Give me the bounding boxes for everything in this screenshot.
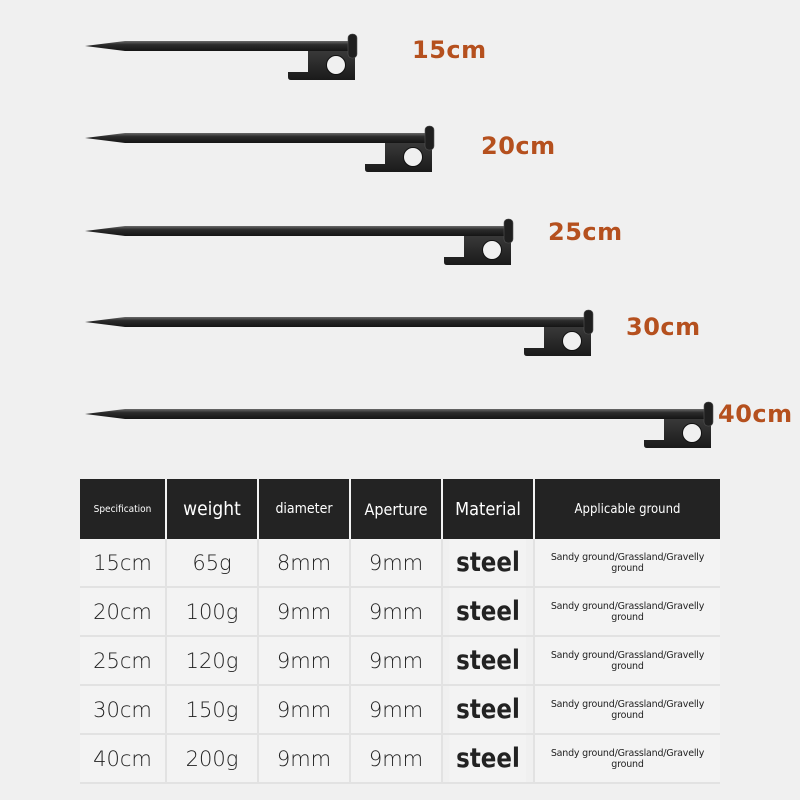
cell-aperture: 9mm	[350, 587, 442, 636]
stake-length-label-30: 30cm	[626, 313, 701, 341]
cell-weight: 120g	[166, 636, 258, 685]
stake-head	[348, 34, 357, 58]
table-header-row	[80, 479, 720, 539]
tent-stake-40cm	[85, 402, 713, 448]
stake-head	[584, 310, 593, 334]
stake-head	[704, 402, 713, 426]
header-specification: Specification	[80, 479, 166, 539]
table-row	[80, 636, 720, 685]
stake-shaft	[85, 317, 586, 327]
specification-table	[80, 479, 720, 784]
cell-diameter: 9mm	[258, 636, 350, 685]
cell-aperture: 9mm	[350, 734, 442, 783]
cell-applicable-ground: Sandy ground/Grassland/Gravelly ground	[534, 734, 720, 783]
header-material: Material	[442, 479, 534, 539]
cell-material: steel	[449, 587, 527, 636]
stake-hook-hole	[563, 332, 582, 351]
cell-material: steel	[449, 734, 527, 783]
stake-shaft	[85, 41, 350, 51]
stake-shaft	[85, 226, 506, 236]
header-applicable-ground: Applicable ground	[534, 479, 720, 539]
header-diameter: diameter	[258, 479, 350, 539]
cell-material: steel	[449, 636, 527, 685]
stake-hook-hole	[683, 424, 702, 443]
cell-applicable-ground: Sandy ground/Grassland/Gravelly ground	[534, 539, 720, 587]
cell-specification: 40cm	[80, 734, 166, 783]
tent-stake-25cm	[85, 219, 513, 265]
table-row	[80, 539, 720, 587]
stake-shaft	[85, 133, 427, 143]
cell-specification: 25cm	[80, 636, 166, 685]
stake-head	[504, 219, 513, 243]
table-row	[80, 734, 720, 783]
tent-stake-15cm	[85, 34, 357, 80]
cell-diameter: 9mm	[258, 587, 350, 636]
cell-aperture: 9mm	[350, 636, 442, 685]
cell-specification: 20cm	[80, 587, 166, 636]
cell-diameter: 8mm	[258, 539, 350, 587]
cell-weight: 150g	[166, 685, 258, 734]
cell-aperture: 9mm	[350, 685, 442, 734]
cell-applicable-ground: Sandy ground/Grassland/Gravelly ground	[534, 636, 720, 685]
stake-length-label-15: 15cm	[412, 36, 487, 64]
stake-hook-hole	[327, 56, 346, 75]
cell-diameter: 9mm	[258, 734, 350, 783]
cell-applicable-ground: Sandy ground/Grassland/Gravelly ground	[534, 587, 720, 636]
cell-applicable-ground: Sandy ground/Grassland/Gravelly ground	[534, 685, 720, 734]
cell-diameter: 9mm	[258, 685, 350, 734]
stake-length-label-20: 20cm	[481, 132, 556, 160]
table-row	[80, 587, 720, 636]
cell-weight: 100g	[166, 587, 258, 636]
cell-weight: 65g	[166, 539, 258, 587]
cell-specification: 30cm	[80, 685, 166, 734]
stake-hook-hole	[483, 241, 502, 260]
header-weight: weight	[166, 479, 258, 539]
cell-specification: 15cm	[80, 539, 166, 587]
stake-head	[425, 126, 434, 150]
cell-weight: 200g	[166, 734, 258, 783]
cell-aperture: 9mm	[350, 539, 442, 587]
stake-hook-hole	[404, 148, 423, 167]
header-aperture: Aperture	[350, 479, 442, 539]
cell-material: steel	[449, 539, 527, 587]
cell-material: steel	[449, 685, 527, 734]
tent-stake-30cm	[85, 310, 593, 356]
stake-shaft	[85, 409, 706, 419]
table-row	[80, 685, 720, 734]
tent-stake-20cm	[85, 126, 434, 172]
stake-length-label-25: 25cm	[548, 218, 623, 246]
stake-length-label-40: 40cm	[718, 400, 793, 428]
